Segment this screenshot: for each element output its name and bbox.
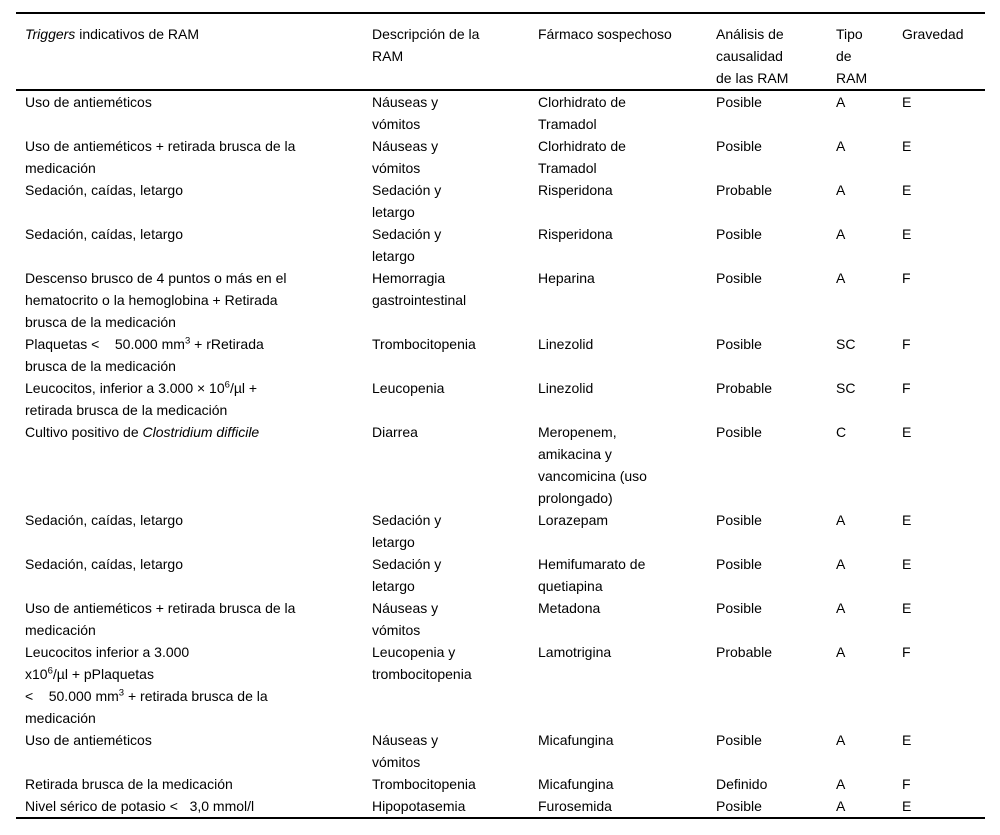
cell-descripcion: Leucopenia xyxy=(372,380,445,396)
cell-tipo: A xyxy=(836,270,846,286)
cell-gravedad: E xyxy=(902,138,912,154)
ram-triggers-table xyxy=(16,12,985,819)
cell-gravedad: F xyxy=(902,336,911,352)
cell-gravedad: E xyxy=(902,600,912,616)
cell-descripcion: Hemorragia gastrointestinal xyxy=(372,270,467,308)
cell-farmaco: Lorazepam xyxy=(538,512,609,528)
cell-triggers: Plaquetas < 50.000 $mm^3$ + rRetirada brusca de la medicación xyxy=(25,335,264,374)
cell-triggers: Uso de antieméticos + retirada brusca de la medicación xyxy=(25,138,296,176)
table-header xyxy=(16,13,985,90)
cell-triggers: Descenso brusco de 4 puntos o más en el hematocrito o la hemoglobina + Retirada brusca de la medicación xyxy=(25,270,287,330)
cell-triggers: Sedación, caídas, letargo xyxy=(25,182,183,198)
column-header-descripcion: Descripción de la RAM xyxy=(372,13,538,90)
cell-farmaco: Metadona xyxy=(538,600,601,616)
cell-tipo: A xyxy=(836,556,846,572)
table-row xyxy=(16,267,985,333)
column-header-farmaco: Fármaco sospechoso xyxy=(538,13,716,90)
cell-farmaco: Hemifumarato de quetiapina xyxy=(538,556,646,594)
cell-farmaco: Furosemida xyxy=(538,798,612,814)
cell-gravedad: F xyxy=(902,776,911,792)
table-row xyxy=(16,377,985,421)
table-row xyxy=(16,509,985,553)
table-row xyxy=(16,421,985,509)
cell-farmaco: Clorhidrato de Tramadol xyxy=(538,94,626,132)
cell-triggers: Sedación, caídas, letargo xyxy=(25,512,183,528)
table-row xyxy=(16,795,985,818)
cell-analisis: Posible xyxy=(716,336,762,352)
cell-gravedad: F xyxy=(902,380,911,396)
table-row xyxy=(16,333,985,377)
table-row xyxy=(16,135,985,179)
cell-triggers: Uso de antieméticos + retirada brusca de la medicación xyxy=(25,600,296,638)
cell-tipo: A xyxy=(836,798,846,814)
cell-tipo: A xyxy=(836,182,846,198)
cell-descripcion: Náuseas y vómitos xyxy=(372,732,439,770)
header-row xyxy=(16,13,985,90)
cell-triggers: Sedación, caídas, letargo xyxy=(25,556,183,572)
cell-gravedad: E xyxy=(902,798,912,814)
cell-descripcion: Náuseas y vómitos xyxy=(372,600,439,638)
cell-descripcion: Sedación y letargo xyxy=(372,512,442,550)
table-row xyxy=(16,90,985,135)
table-row xyxy=(16,553,985,597)
cell-descripcion: Trombocitopenia xyxy=(372,336,476,352)
cell-descripcion: Sedación y letargo xyxy=(372,226,442,264)
cell-triggers: Uso de antieméticos xyxy=(25,94,152,110)
cell-analisis: Posible xyxy=(716,226,762,242)
cell-descripcion: Náuseas y vómitos xyxy=(372,94,439,132)
cell-gravedad: F xyxy=(902,644,911,660)
cell-descripcion: Leucopenia y trombocitopenia xyxy=(372,644,472,682)
table-row xyxy=(16,729,985,773)
cell-tipo: A xyxy=(836,732,846,748)
table-row xyxy=(16,597,985,641)
cell-farmaco: Linezolid xyxy=(538,380,594,396)
cell-tipo: A xyxy=(836,94,846,110)
cell-farmaco: Meropenem, amikacina y vancomicina (uso prolongado) xyxy=(538,424,647,506)
cell-farmaco: Risperidona xyxy=(538,226,613,242)
cell-tipo: SC xyxy=(836,336,856,352)
cell-farmaco: Micafungina xyxy=(538,776,614,792)
cell-descripcion: Sedación y letargo xyxy=(372,556,442,594)
cell-farmaco: Micafungina xyxy=(538,732,614,748)
cell-tipo: A xyxy=(836,600,846,616)
column-header-gravedad: Gravedad xyxy=(902,13,985,90)
table-body xyxy=(16,90,985,818)
cell-triggers: Uso de antieméticos xyxy=(25,732,152,748)
cell-analisis: Posible xyxy=(716,94,762,110)
cell-triggers: Retirada brusca de la medicación xyxy=(25,776,233,792)
table-row xyxy=(16,773,985,795)
cell-analisis: Probable xyxy=(716,182,773,198)
cell-descripcion: Sedación y letargo xyxy=(372,182,442,220)
cell-analisis: Definido xyxy=(716,776,768,792)
cell-tipo: A xyxy=(836,512,846,528)
cell-triggers: Leucocitos inferior a 3.000 $x10^6/\mu l$ + pPlaquetas < 50.000 $mm^3$ + retirada brusca de la medicación xyxy=(25,644,268,726)
cell-triggers: Sedación, caídas, letargo xyxy=(25,226,183,242)
cell-tipo: SC xyxy=(836,380,856,396)
cell-tipo: C xyxy=(836,424,847,440)
cell-gravedad: E xyxy=(902,556,912,572)
cell-gravedad: E xyxy=(902,732,912,748)
table-row xyxy=(16,179,985,223)
cell-analisis: Posible xyxy=(716,512,762,528)
cell-gravedad: E xyxy=(902,226,912,242)
column-header-analisis: Análisis de causalidad de las RAM xyxy=(716,13,836,90)
cell-analisis: Posible xyxy=(716,798,762,814)
cell-gravedad: F xyxy=(902,270,911,286)
cell-tipo: A xyxy=(836,644,846,660)
cell-analisis: Probable xyxy=(716,644,773,660)
cell-farmaco: Risperidona xyxy=(538,182,613,198)
cell-analisis: Posible xyxy=(716,556,762,572)
cell-gravedad: E xyxy=(902,424,912,440)
cell-tipo: A xyxy=(836,138,846,154)
cell-tipo: A xyxy=(836,226,846,242)
cell-descripcion: Diarrea xyxy=(372,424,418,440)
cell-farmaco: Lamotrigina xyxy=(538,644,612,660)
cell-farmaco: Heparina xyxy=(538,270,595,286)
cell-analisis: Posible xyxy=(716,600,762,616)
cell-triggers: Leucocitos, inferior a $3.000 \times 10^6/\mu l$ + retirada brusca de la medicación xyxy=(25,379,258,418)
cell-analisis: Posible xyxy=(716,732,762,748)
cell-gravedad: E xyxy=(902,512,912,528)
cell-triggers: Cultivo positivo de Clostridium difficile xyxy=(25,424,260,440)
cell-gravedad: E xyxy=(902,94,912,110)
table-row xyxy=(16,641,985,729)
cell-analisis: Probable xyxy=(716,380,773,396)
cell-farmaco: Clorhidrato de Tramadol xyxy=(538,138,626,176)
cell-gravedad: E xyxy=(902,182,912,198)
cell-descripcion: Náuseas y vómitos xyxy=(372,138,439,176)
cell-analisis: Posible xyxy=(716,138,762,154)
table-row xyxy=(16,223,985,267)
cell-descripcion: Hipopotasemia xyxy=(372,798,466,814)
cell-farmaco: Linezolid xyxy=(538,336,594,352)
column-header-tipo: Tipo de RAM xyxy=(836,13,902,90)
cell-analisis: Posible xyxy=(716,270,762,286)
cell-descripcion: Trombocitopenia xyxy=(372,776,476,792)
column-header-triggers: Triggers indicativos de RAM xyxy=(16,13,372,90)
cell-analisis: Posible xyxy=(716,424,762,440)
cell-tipo: A xyxy=(836,776,846,792)
cell-triggers: Nivel sérico de potasio < 3,0 mmol/l xyxy=(25,798,255,814)
